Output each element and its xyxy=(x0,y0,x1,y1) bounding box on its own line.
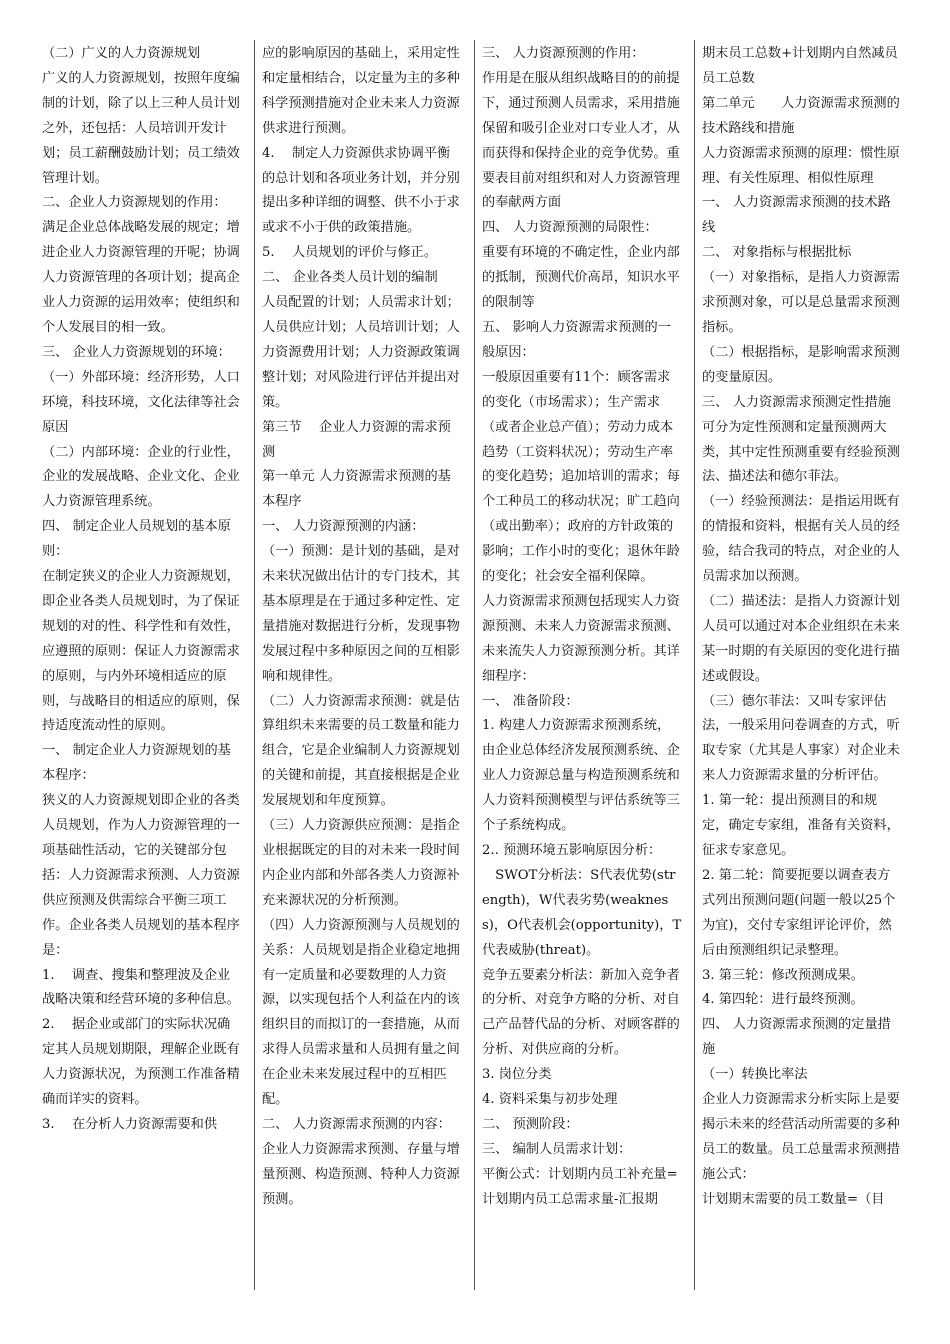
paragraph: 应的影响原因的基础上，采用定性和定量相结合，以定量为主的多种科学预测措施对企业未来人力资源供求进行预测。 xyxy=(262,46,460,136)
text-column-2 xyxy=(262,42,462,1213)
paragraph: 狭义的人力资源规划即企业的各类人员规划，作为人力资源管理的一项基础性活动，它的关键部分包括：人力资源需求预测、人力资源供应预测及供需综合平衡三项工作。企业各类人员规划的基本程序是： xyxy=(42,793,240,958)
paragraph: 企业人力资源需求预测、存量与增量预测、构造预测、特种人力资源预测。 xyxy=(262,1141,460,1207)
paragraph: 4. 第四轮：进行最终预测。 xyxy=(702,992,864,1008)
paragraph: 可分为定性预测和定量预测两大类，其中定性预测重要有经验预测法、描述法和德尔菲法。 xyxy=(702,419,900,485)
paragraph: （四）人力资源预测与人员规划的关系：人员规划是指企业稳定地拥有一定质量和必要数理的人力资源，以实现包括个人利益在内的该组织目的而拟订的一套措施，从而求得人员需求量和人员拥有量之间在企业未来发展过程中的互相匹配。 xyxy=(262,917,460,1108)
paragraph: （二）广义的人力资源规划 xyxy=(42,46,201,61)
paragraph: 企业人力资源需求分析实际上是要揭示未来的经营活动所需要的多种员工的数量。员工总量需求预测措施公式： xyxy=(702,1092,900,1182)
paragraph: （一）转换比率法 xyxy=(702,1067,808,1083)
paragraph: 2.. 预测环境五影响原因分析： xyxy=(482,843,662,858)
paragraph: 在制定狭义的企业人力资源规划，即企业各类人员规划时，为了保证规划的对的性、科学性和有效性，应遵照的原则：保证人力资源需求的原则，与内外环境相适应的原则，与战略目的相适应的原则，保持适度流动性的原则。 xyxy=(42,569,240,734)
paragraph: 二、 企业各类人员计划的编制 xyxy=(262,270,438,286)
paragraph: 三、 编制人员需求计划： xyxy=(482,1141,632,1157)
paragraph: 3. 岗位分类 xyxy=(482,1067,552,1083)
column-divider xyxy=(694,40,695,1290)
paragraph: （一）对象指标，是指人力资源需求预测对象，可以是总量需求预测指标。 xyxy=(702,270,900,335)
text-column-1 xyxy=(42,42,242,1138)
paragraph: 1. 构建人力资源需求预测系统，由企业总体经济发展预测系统、企业人力资源总量与构造预测系统和人力资料预测模型与评估系统等三个子系统构成。 xyxy=(482,718,680,834)
paragraph: 第二单元 人力资源需求预测的技术路线和措施 xyxy=(702,95,900,136)
paragraph: 人力资源需求预测的原理：惯性原理、有关性原理、相似性原理 xyxy=(702,145,900,186)
paragraph: 4. 制定人力资源供求协调平衡的总计划和各项业务计划，并分别提出多种详细的调整、供不小于求或求不小于供的政策措施。 xyxy=(262,145,460,236)
paragraph: 第一单元 人力资源需求预测的基本程序 xyxy=(262,469,451,510)
paragraph: （二）根据指标，是影响需求预测的变量原因。 xyxy=(702,344,900,385)
paragraph: 三、 人力资源预测的作用： xyxy=(482,46,645,61)
column-divider xyxy=(474,40,475,1290)
paragraph: 四、 人力资源需求预测的定量措施 xyxy=(702,1017,891,1058)
paragraph: 平衡公式：计划期内员工补充量=计划期内员工总需求量-汇报期 xyxy=(482,1166,678,1207)
paragraph: 四、 制定企业人员规划的基本原则： xyxy=(42,519,231,560)
paragraph: （三）德尔菲法：又叫专家评估法，一般采用问卷调查的方式，听取专家（尤其是人事家）对企业未来人力资源需求量的分析评估。 xyxy=(702,693,900,784)
paragraph: 一、 制定企业人力资源规划的基本程序： xyxy=(42,743,231,784)
paragraph: （二）描述法：是指人力资源计划人员可以通过对本企业组织在未来某一时期的有关原因的变化进行描述或假设。 xyxy=(702,593,900,684)
paragraph: 第三节 企业人力资源的需求预测 xyxy=(262,419,451,460)
paragraph: 1. 调查、搜集和整理波及企业战略决策和经营环境的多种信息。 xyxy=(42,967,240,1008)
paragraph: 广义的人力资源规划，按照年度编制的计划，除了以上三种人员计划之外，还包括：人员培训开发计划；员工薪酬鼓励计划；员工绩效管理计划。 xyxy=(42,70,240,186)
paragraph: 二、 预测阶段： xyxy=(482,1116,579,1132)
paragraph: （二）人力资源需求预测：就是估算组织未来需要的员工数量和能力组合，它是企业编制人力资源规划的关键和前提，其直接根据是企业发展规划和年度预算。 xyxy=(262,693,460,809)
paragraph: 五、 影响人力资源需求预测的一般原因： xyxy=(482,319,671,360)
paragraph: 人员配置的计划；人员需求计划；人员供应计划；人员培训计划；人力资源费用计划；人力资源政策调整计划；对风险进行评估并提出对策。 xyxy=(262,295,460,410)
paragraph: 二、 对象指标与根据批标 xyxy=(702,245,852,261)
paragraph: 一、 人力资源需求预测的技术路线 xyxy=(702,195,891,236)
paragraph: 1. 第一轮：提出预测目的和规定，确定专家组，准备有关资料，征求专家意见。 xyxy=(702,793,900,858)
text-column-4 xyxy=(702,42,902,1213)
paragraph: （一）预测：是计划的基础，是对未来状况做出估计的专门技术，其基本原理是在于通过多种定性、定量措施对数据进行分析，发现事物发展过程中多种原因之间的互相影响和规律性。 xyxy=(262,544,460,684)
paragraph: 5. 人员规划的评价与修正。 xyxy=(262,245,438,261)
paragraph: 四、 人力资源预测的局限性： xyxy=(482,220,658,236)
paragraph: 4. 资料采集与初步处理 xyxy=(482,1092,618,1108)
paragraph: 竞争五要素分析法：新加入竞争者的分析、对竞争方略的分析、对自己产品替代品的分析、对顾客群的分析、对供应商的分析。 xyxy=(482,967,680,1058)
paragraph: 满足企业总体战略发展的规定；增进企业人力资源管理的开呢；协调人力资源管理的各项计划；提高企业人力资源的运用效率；使组织和个人发展目的相一致。 xyxy=(42,220,240,335)
paragraph: 计划期末需要的员工数量=（目 xyxy=(702,1191,885,1207)
paragraph: （三）人力资源供应预测：是指企业根据既定的目的对未来一段时间内企业内部和外部各类人力资源补充来源状况的分析预测。 xyxy=(262,818,460,908)
paragraph: 一般原因重要有11个：顾客需求的变化（市场需求）；生产需求（或者企业总产值）；劳动力成本趋势（工资料状况）；劳动生产率的变化趋势；追加培训的需求；每个工种员工的移动状况；旷工趋向（或出勤率）；政府的方针政策的影响；工作小时的变化；退休年龄的变化；社会安全福利保障。 xyxy=(482,369,680,585)
paragraph: 重要有环境的不确定性，企业内部的抵制，预测代价高昂，知识水平的限制等 xyxy=(482,245,680,311)
paragraph: 二、企业人力资源规划的作用： xyxy=(42,195,227,211)
paragraph: 2. 第二轮：简要扼要以调查表方式列出预测问题(问题一般以25个为宜)，交付专家组评论评价，然后由预测组织记录整理。 xyxy=(702,867,896,958)
paragraph: 一、 准备阶段： xyxy=(482,693,579,709)
paragraph: SWOT分析法：S代表优势(strength)，W代表劣势(weakness)，O代表机会(opportunity)，T代表威胁(threat)。 xyxy=(482,867,682,958)
paragraph: 期末员工总数+计划期内自然减员员工总数 xyxy=(702,46,898,86)
paragraph: 人力资源需求预测包括现实人力资源预测、未来人力资源需求预测、未来流失人力资源预测分析。其详细程序： xyxy=(482,593,680,684)
paragraph: 一、 人力资源预测的内涵： xyxy=(262,519,425,535)
paragraph: （二）内部环境：企业的行业性，企业的发展战略、企业文化、企业人力资源管理系统。 xyxy=(42,444,240,510)
paragraph: 2. 据企业或部门的实际状况确定其人员规划期限，理解企业既有人力资源状况，为预测工作准备精确而详实的资料。 xyxy=(42,1017,240,1108)
column-divider xyxy=(254,40,255,1290)
paragraph: 二、 人力资源需求预测的内容： xyxy=(262,1116,451,1132)
paragraph: 3. 第三轮：修改预测成果。 xyxy=(702,967,864,983)
text-column-3 xyxy=(482,42,682,1213)
paragraph: 作用是在服从组织战略目的的前提下，通过预测人员需求，采用措施保留和吸引企业对口专业人才，从而获得和保持企业的竞争优势。重要表目前对组织和对人力资源管理的奉献两方面 xyxy=(482,70,680,211)
paragraph: 三、 企业人力资源规划的环境： xyxy=(42,344,231,360)
paragraph: 三、 人力资源需求预测定性措施 xyxy=(702,394,891,410)
paragraph: （一）外部环境：经济形势，人口环境，科技环境，文化法律等社会原因 xyxy=(42,369,240,435)
paragraph: （一）经验预测法：是指运用既有的情报和资料，根据有关人员的经验，结合我司的特点，对企业的人员需求加以预测。 xyxy=(702,494,900,585)
paragraph: 3. 在分析人力资源需要和供 xyxy=(42,1116,218,1132)
